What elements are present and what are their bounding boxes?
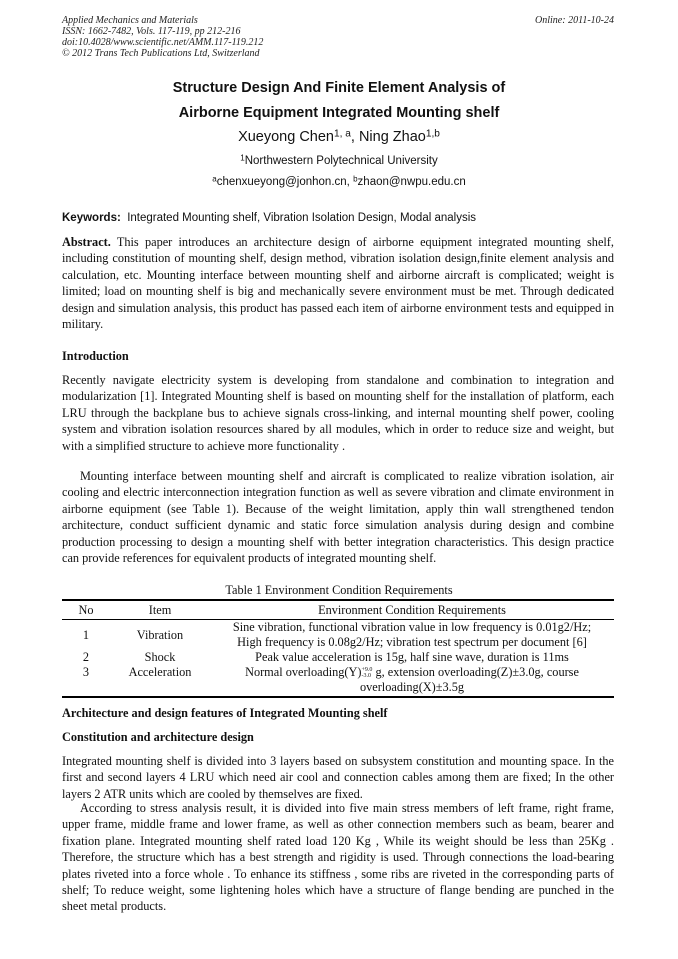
table-cell-requirement (210, 620, 614, 651)
table-header-no: No (62, 600, 110, 620)
author-emails (0, 176, 678, 188)
journal-header (62, 15, 614, 59)
requirement-text: g, extension overloading(Z)±3.0g, course (372, 665, 579, 679)
introduction-paragraph-1: Recently navigate electricity system is developing from standalone and combination to integration and modularization [1]. Integrated Mounting shelf is based on mounting shelf for the installation of platform, each LRU through the backplane bus to achieve signals cross-linking, and internal mounting shelf power, cooling system and vibration isolation resources shared by all modules, which in order to reduce size and weight, but with a simplified structure to achieve more functionality . (62, 373, 614, 453)
journal-issn: ISSN: 1662-7482, Vols. 117-119, pp 212-216 (62, 26, 241, 37)
table-header-requirements: Environment Condition Requirements (210, 600, 614, 620)
overload-lower: -3.0 (361, 673, 372, 680)
table-caption: Table 1 Environment Condition Requirements (225, 583, 453, 597)
environment-table (62, 599, 614, 698)
overload-upper: +9.0 (361, 667, 373, 674)
introduction-heading: Introduction (62, 349, 129, 363)
requirement-text: Normal overloading(Y) (245, 665, 362, 679)
table-cell-no: 1 (82, 627, 90, 642)
journal-doi: doi:10.4028/www.scientific.net/AMM.117-119.212 (62, 37, 264, 48)
affiliation-name: Northwestern Polytechnical University (244, 155, 438, 167)
affiliation-superscript: 1 (240, 153, 245, 163)
online-date: Online: 2011-10-24 (535, 15, 614, 26)
table-header-row (62, 600, 614, 620)
table-cell-no: 2 (82, 650, 90, 664)
email-superscript: a (212, 174, 217, 184)
table-cell-item: Acceleration (110, 665, 210, 697)
requirement-line: overloading(X)±3.5g (359, 680, 465, 694)
table-row (62, 620, 614, 651)
table-cell-item: Shock (144, 650, 176, 664)
subsection-heading: Constitution and architecture design (62, 730, 254, 744)
abstract (62, 234, 614, 332)
author-superscript: 1, a (334, 128, 351, 140)
table-cell-item: Vibration (136, 627, 184, 642)
abstract-label: Abstract. (62, 235, 111, 249)
author-name: Xueyong Chen (238, 129, 334, 145)
table-row (62, 665, 614, 697)
requirement-line: High frequency is 0.08g2/Hz; vibration test spectrum per document [6] (237, 635, 587, 649)
journal-name: Applied Mechanics and Materials (62, 15, 198, 26)
introduction-paragraph-2: Mounting interface between mounting shelf and aircraft is complicated to realize vibration isolation, air cooling and electric interconnection integration function as well as severe vibration and climate environment in airborne equipment (see Table 1). Because of the weight limitation, apply thin wall strengthened tendon architecture, conduct sufficient dynamic and static force simulation analysis during design and combine production processing to design a mounting shelf with better integration characteristics. This design practice can provide references for equivalent products of integrated mounting shelf. (62, 469, 614, 566)
email-b: zhaon@nwpu.edu.cn (357, 176, 466, 188)
paper-title-line-2: Airborne Equipment Integrated Mounting shelf (178, 105, 500, 121)
email-superscript: b (353, 174, 358, 184)
section-paragraph-2: According to stress analysis result, it is divided into five main stress members of left frame, right frame, upper frame, middle frame and lower frame, as well as other connection members such as beam, bearer and fixation plane. Integrated mounting shelf rated load 120 Kg , While its weight should be less than 25Kg . Therefore, the structure which has a best strength and rigidity is used. Through connections the load-bearing plates riveted into a force whole . To enhance its stiffness , some ribs are riveted in the corresponding parts of shelf; To reduce weight, some lightening holes which have a structure of flange bending are punched in the sheet metal products. (62, 801, 614, 914)
table-cell-requirement: Peak value acceleration is 15g, half sine wave, duration is 11ms (255, 650, 569, 664)
email-a: chenxueyong@jonhon.cn, (216, 176, 354, 188)
section-paragraph-1: Integrated mounting shelf is divided into 3 layers based on subsystem constitution and mounting space. In the first and second layers 4 LRU which need air cool and connection cables among them are fixed; In the other layers 2 ATR units which are cooled by themselves are fixed. (62, 754, 614, 801)
overload-limits (362, 667, 373, 679)
affiliation (0, 155, 678, 167)
requirement-line: Sine vibration, functional vibration value in low frequency is 0.01g2/Hz; (232, 620, 592, 634)
keywords (62, 212, 614, 224)
table-row (62, 650, 614, 665)
journal-copyright: © 2012 Trans Tech Publications Ltd, Switzerland (62, 48, 260, 59)
author-name: Ning Zhao (358, 129, 426, 145)
keywords-text: Integrated Mounting shelf, Vibration Isolation Design, Modal analysis (127, 212, 477, 224)
author-superscript: 1,b (425, 128, 440, 140)
keywords-label: Keywords: (62, 212, 121, 224)
paper-title-line-1: Structure Design And Finite Element Analysis of (172, 80, 506, 96)
section-heading: Architecture and design features of Integrated Mounting shelf (62, 706, 388, 720)
author-separator: , (350, 129, 359, 145)
abstract-text: This paper introduces an architecture design of airborne equipment integrated mounting shelf, including constitution of mounting shelf, design method, vibration isolation design,finite element analysis and calculation, etc. Mounting interface between mounting shelf and airborne aircraft is complicated; weight is limited; load on mounting shelf is big and mechanically severe environment must be met. Through dedicated design and simulation analysis, this product has passed each item of airborne environment tests and equipped in military. (62, 235, 614, 332)
table-header-item: Item (110, 600, 210, 620)
table-cell-requirement (210, 665, 614, 697)
table-cell-no: 3 (62, 665, 110, 697)
author-list (0, 129, 678, 145)
